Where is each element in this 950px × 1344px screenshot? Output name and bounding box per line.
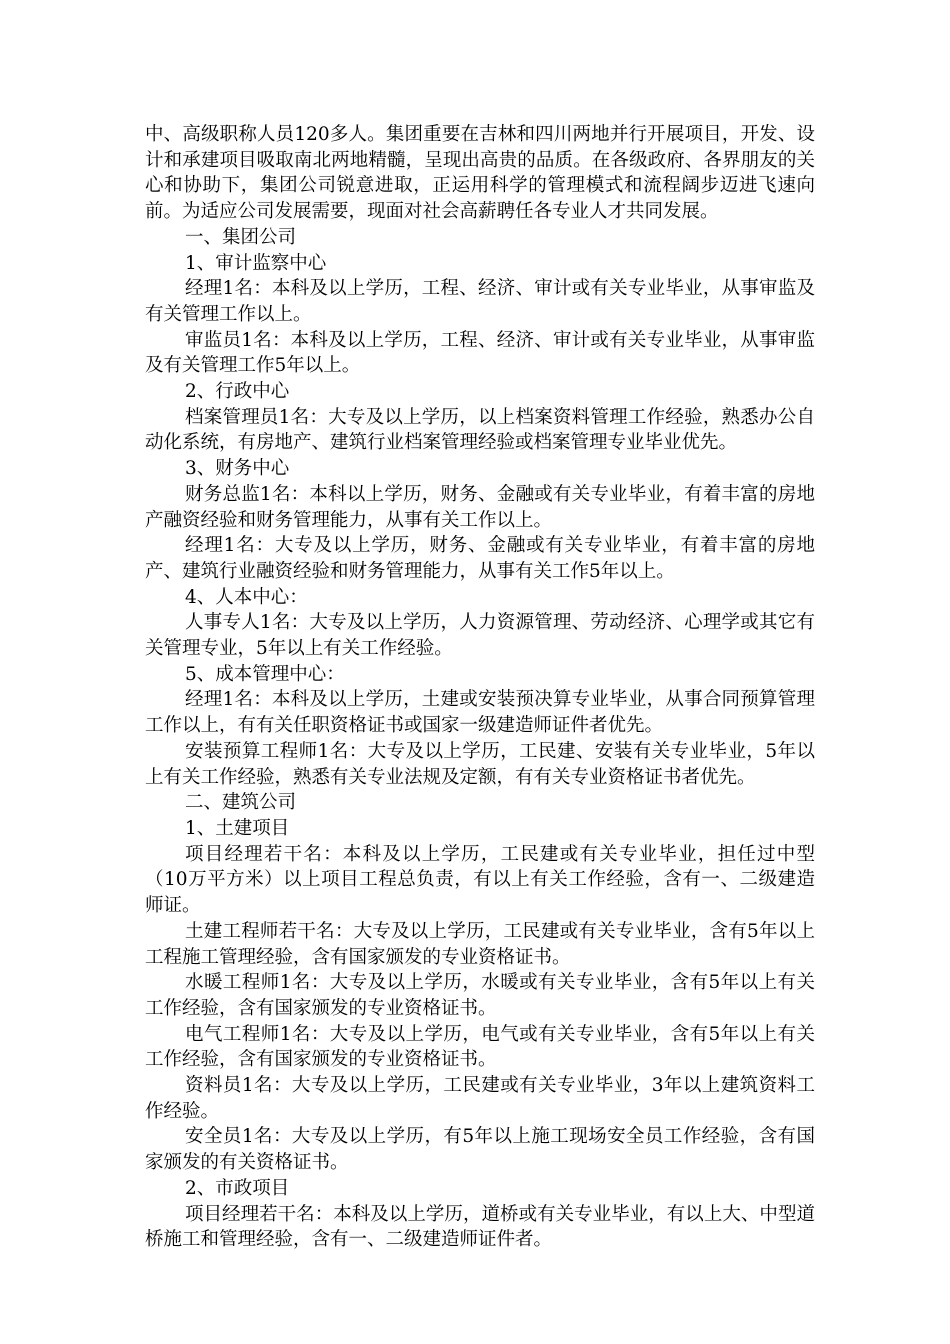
job-records-clerk: 资料员1名：大专及以上学历，工民建或有关专业毕业，3年以上建筑资料工作经验。 bbox=[145, 1075, 815, 1122]
subsection-heading-audit: 1、审计监察中心 bbox=[185, 252, 327, 274]
job-finance-manager: 经理1名：大专及以上学历，财务、金融或有关专业毕业，有着丰富的房地产、建筑行业融资经验和财务管理能力，从事有关工作5年以上。 bbox=[145, 535, 815, 582]
job-project-manager-civil: 项目经理若干名：本科及以上学历，工民建或有关专业毕业，担任过中型（10万平方米）以上项目工程总负责，有以上有关工作经验，含有一、二级建造师证。 bbox=[145, 843, 815, 917]
job-cost-manager: 经理1名：本科及以上学历，土建或安装预决算专业毕业，从事合同预算管理工作以上，有有关任职资格证书或国家一级建造师证件者优先。 bbox=[145, 689, 815, 737]
job-hvac-engineer: 水暖工程师1名：大专及以上学历，水暖或有关专业毕业，含有5年以上有关工作经验，含有国家颁发的专业资格证书。 bbox=[145, 972, 815, 1019]
job-archivist: 档案管理员1名：大专及以上学历，以上档案资料管理工作经验，熟悉办公自动化系统，有房地产、建筑行业档案管理经验或档案管理专业毕业优先。 bbox=[145, 406, 815, 454]
subsection-heading-hr: 4、人本中心： bbox=[185, 586, 308, 608]
intro-paragraph: 中、高级职称人员120多人。集团重要在吉林和四川两地并行开展项目，开发、设计和承建项目吸取南北两地精髓，呈现出高贵的品质。在各级政府、各界朋友的关心和协助下，集团公司锐意进取，正运用科学的管理模式和流程阔步迈进飞速向前。为适应公司发展需要，现面对社会高薪聘任各专业人才共同发展。 bbox=[145, 124, 815, 223]
job-cfo: 财务总监1名：本科以上学历，财务、金融或有关专业毕业，有着丰富的房地产融资经验和财务管理能力，从事有关工作以上。 bbox=[145, 483, 815, 531]
job-auditor: 审监员1名：本科及以上学历，工程、经济、审计或有关专业毕业，从事审监及有关管理工作5年以上。 bbox=[145, 329, 815, 377]
job-installation-estimator: 安装预算工程师1名：大专及以上学历，工民建、安装有关专业毕业，5年以上有关工作经验，熟悉有关专业法规及定额，有有关专业资格证书者优先。 bbox=[145, 740, 815, 788]
document-page bbox=[145, 122, 815, 1253]
section-heading-group-company: 一、集团公司 bbox=[185, 226, 297, 248]
subsection-heading-admin: 2、行政中心 bbox=[185, 381, 290, 403]
job-hr-specialist: 人事专人1名：大专及以上学历，人力资源管理、劳动经济、心理学或其它有关管理专业，5年以上有关工作经验。 bbox=[145, 612, 815, 660]
job-safety-officer: 安全员1名：大专及以上学历，有5年以上施工现场安全员工作经验，含有国家颁发的有关资格证书。 bbox=[145, 1126, 815, 1174]
subsection-heading-municipal: 2、市政项目 bbox=[185, 1177, 290, 1199]
section-heading-construction: 二、建筑公司 bbox=[185, 792, 297, 814]
subsection-heading-civil: 1、土建项目 bbox=[185, 817, 290, 839]
subsection-heading-cost: 5、成本管理中心： bbox=[185, 663, 345, 685]
job-civil-engineer: 土建工程师若干名：大专及以上学历，工民建或有关专业毕业，含有5年以上工程施工管理经验，含有国家颁发的专业资格证书。 bbox=[145, 920, 815, 968]
subsection-heading-finance: 3、财务中心 bbox=[185, 458, 290, 480]
job-audit-manager: 经理1名：本科及以上学历，工程、经济、审计或有关专业毕业，从事审监及有关管理工作以上。 bbox=[145, 278, 815, 325]
job-electrical-engineer: 电气工程师1名：大专及以上学历，电气或有关专业毕业，含有5年以上有关工作经验，含有国家颁发的专业资格证书。 bbox=[145, 1023, 815, 1071]
job-project-manager-municipal: 项目经理若干名：本科及以上学历，道桥或有关专业毕业，有以上大、中型道桥施工和管理经验，含有一、二级建造师证件者。 bbox=[145, 1203, 815, 1251]
